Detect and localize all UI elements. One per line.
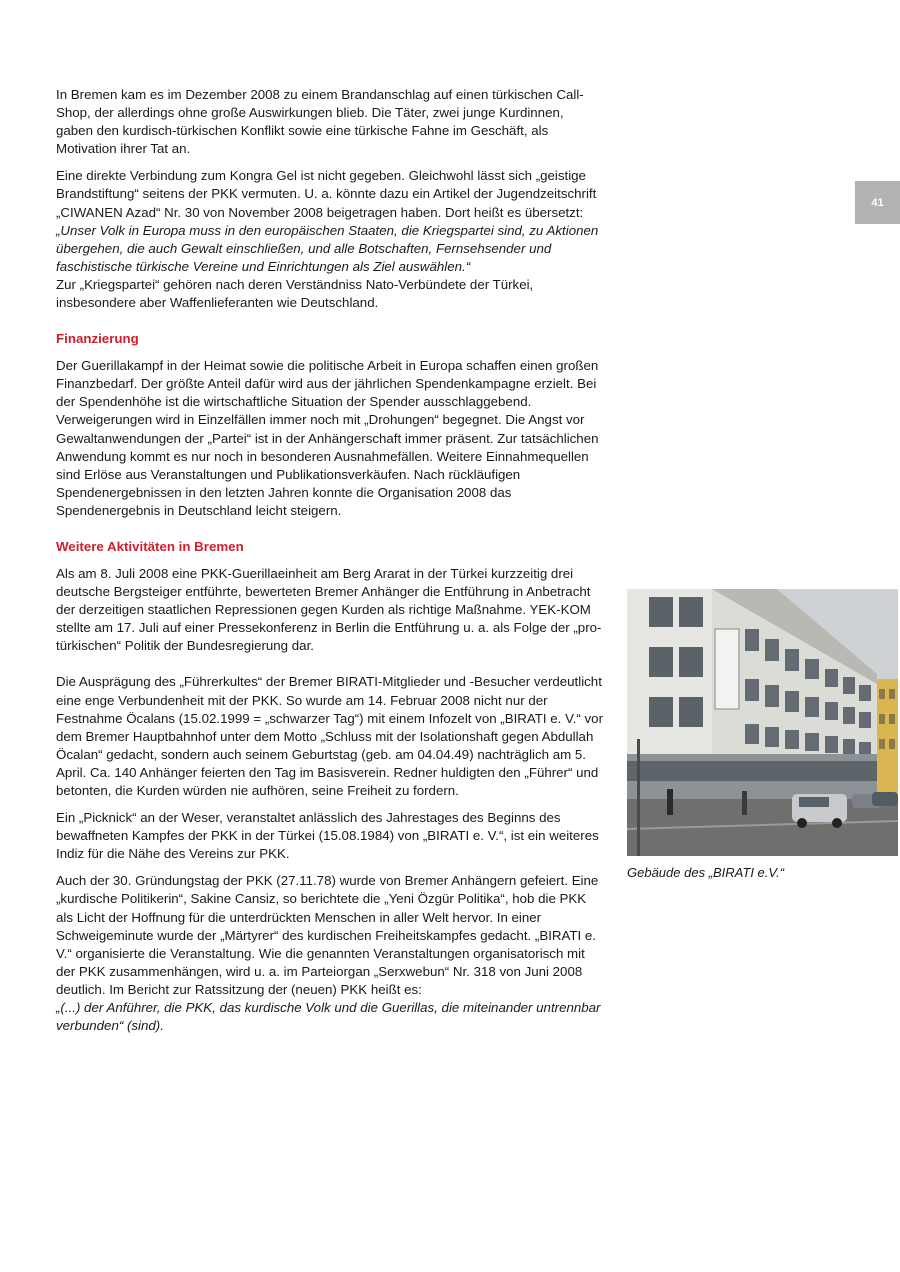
- building-photo: [627, 589, 898, 856]
- paragraph-verbindung-intro: Eine direkte Verbindung zum Kongra Gel ist nicht gegeben. Gleichwohl lässt sich „geistige Brandstiftung“ seitens der PKK vermuten. U. a. könnte dazu ein Artikel der Jugendzeitschrift „CIWANEN Azad“ Nr. 30 von November 2008 beigetragen haben. Dort heißt es übersetzt:: [56, 168, 597, 220]
- paragraph-brandanschlag: In Bremen kam es im Dezember 2008 zu einem Brandanschlag auf einen türkischen Call-Shop, der allerdings ohne große Auswirkungen blieb. Die Täter, zwei junge Kurdinnen, gaben den kurdisch-türkischen Konflikt sowie eine türkische Fahne im Geschäft, als Motivation ihrer Tat an.: [56, 87, 584, 157]
- quote-ciwanen: „Unser Volk in Europa muss in den europäischen Staaten, die Kriegspartei sind, zu Aktionen übergehen, die auch Gewalt einschließen, und alle Botschaften, Fernsehsender und faschistische türkische Vereine und Einrichtungen als Ziel auswählen.“: [56, 222, 599, 274]
- photo-caption: Gebäude des „BIRATI e.V.“: [627, 865, 785, 880]
- paragraph-fuehrerkult: Die Ausprägung des „Führerkultes“ der Bremer BIRATI-Mitglieder und -Besucher verdeutlicht eine enge Verbundenheit mit der PKK. So wurde am 14. Februar 2008 nicht nur der Festnahme Öcalans (15.02.1999 = „schwarzer Tag“) mit einem Infozelt von „BIRATI e. V.“ vor dem Bremer Hauptbahnhof unter dem Motto „Schluss mit der Isolationshaft gegen Abdullah Öcalan“ gedacht, sondern auch seinem Geburtstag (geb. am 04.04.49) nachträglich am 5. April. Ca. 140 Anhänger feierten den Tag im Basisverein. Redner huldigten den „Führer“ und betonten, die Kurden würden nie aufhören, seine Freiheit zu fordern.: [56, 674, 604, 798]
- heading-weitere-aktivitaeten: Weitere Aktivitäten in Bremen: [56, 538, 244, 554]
- main-text-column: [56, 86, 604, 1044]
- paragraph-gruendungstag-text: Auch der 30. Gründungstag der PKK (27.11.78) wurde von Bremer Anhängern gefeiert. Eine „kurdische Politikerin“, Sakine Cansiz, so berichtete die „Yeni Özgür Politika“, hob die PKK als Licht der Hoffnung für die unterdrückten Menschen in aller Welt hervor. In einer Schweigeminute wurde der „Märtyrer“ des kurdischen Freiheitskampfes gedacht. „BIRATI e. V.“ organisierte die Veranstaltung. Wie die genannten Veranstaltungen organisatorisch mit der PKK zusammenhängen, wird u. a. im Parteiorgan „Serxwebun“ Nr. 318 von Juni 2008 deutlich. Im Bericht zur Ratssitzung der (neuen) PKK heißt es:: [56, 873, 599, 997]
- page-number-badge: 41: [855, 181, 900, 224]
- heading-finanzierung: Finanzierung: [56, 331, 139, 347]
- paragraph-picknick: Ein „Picknick“ an der Weser, veranstaltet anlässlich des Jahrestages des Beginns des bewaffneten Kampfes der PKK in der Türkei (15.08.1984) von „BIRATI e. V.“, ist ein weiteres Indiz für die Nähe des Vereins zur PKK.: [56, 810, 599, 862]
- photo-figure: [627, 589, 898, 882]
- paragraph-entfuehrung: Als am 8. Juli 2008 eine PKK-Guerillaeinheit am Berg Ararat in der Türkei kurzzeitig drei deutsche Bergsteiger entführte, bewerteten Bremer Anhänger die Entführung in Anbetracht der derzeitigen staatlichen Repressionen gegen Kurden als richtige Maßnahme. YEK-KOM stellte am 17. Juli auf einer Pressekonferenz in Berlin die Entführung u. a. als Folge der „pro-türkischen“ Politik der Bundesregierung dar.: [56, 565, 602, 654]
- paragraph-finanzierung: Der Guerillakampf in der Heimat sowie die politische Arbeit in Europa schaffen einen großen Finanzbedarf. Der größte Anteil dafür wird aus der jährlichen Spendenkampagne erzielt. Bei der Spendenhöhe ist die wirtschaftliche Situation der Spender ausschlaggebend. Verweigerungen wird in Einzelfällen immer noch mit „Drohungen“ begegnet. Die Angst vor Gewaltanwendungen der „Partei“ ist in der Anhängerschaft immer präsent. Zur tatsächlichen Anwendung kommt es nur noch in besonderen Ausnahmefällen. Weitere Einnahmequellen sind Erlöse aus Veranstaltungen und Publikationsverkäufen. Nach rückläufigen Spendenergebnissen in den letzten Jahren konnte die Organisation 2008 das Spendenergebnis in Deutschland leicht steigern.: [56, 358, 599, 518]
- paragraph-verbindung-outro: Zur „Kriegspartei“ gehören nach deren Verständniss Nato-Verbündete der Türkei, insbesondere aber Waffenlieferanten wie Deutschland.: [56, 276, 534, 311]
- quote-serxwebun: „(...) der Anführer, die PKK, das kurdische Volk und die Guerillas, die miteinander untrennbar verbunden“ (sind).: [56, 1000, 601, 1034]
- paragraph-verbindung: [56, 167, 604, 312]
- paragraph-gruendungstag: [56, 872, 604, 1035]
